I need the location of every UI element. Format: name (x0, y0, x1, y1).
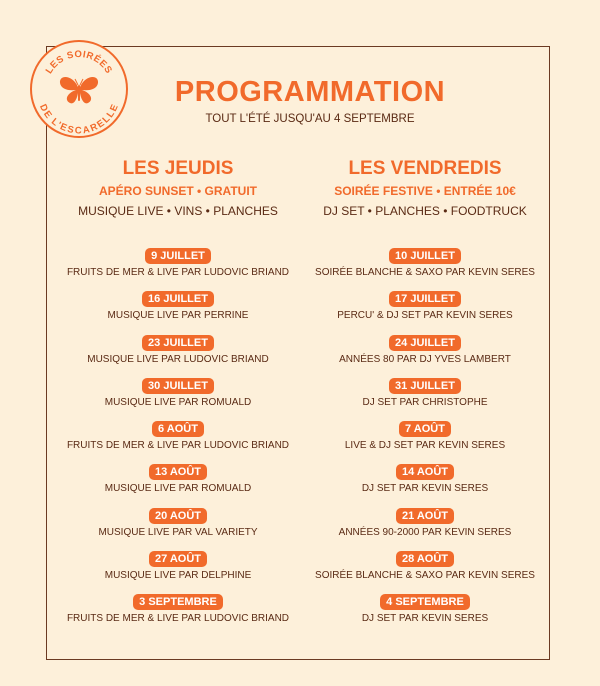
event-description: MUSIQUE LIVE PAR PERRINE (107, 310, 249, 322)
event-description: PERCU' & DJ SET PAR KEVIN SERES (337, 310, 513, 322)
event-date-badge: 28 AOÛT (396, 551, 454, 567)
event-item (295, 289, 555, 332)
page-subtitle: TOUT L'ÉTÉ JUSQU'AU 4 SEPTEMBRE (205, 113, 415, 125)
event-item (48, 246, 308, 289)
event-description: FRUITS DE MER & LIVE PAR LUDOVIC BRIAND (66, 440, 290, 452)
event-description: LIVE & DJ SET PAR KEVIN SERES (344, 440, 506, 452)
event-date-badge: 7 AOÛT (399, 421, 451, 437)
event-description: MUSIQUE LIVE PAR ROMUALD (104, 396, 252, 408)
event-item (48, 333, 308, 376)
event-date-badge: 16 JUILLET (142, 291, 214, 307)
event-item (295, 549, 555, 592)
event-description: SOIRÉE BLANCHE & SAXO PAR KEVIN SERES (315, 570, 535, 582)
svg-text:LES SOIRÉES (44, 49, 115, 76)
event-date-badge: 9 JUILLET (145, 248, 211, 264)
event-date-badge: 31 JUILLET (389, 378, 461, 394)
event-description: MUSIQUE LIVE PAR LUDOVIC BRIAND (87, 353, 269, 365)
event-date-badge: 27 AOÛT (149, 551, 207, 567)
event-item (295, 246, 555, 289)
event-description: SOIRÉE BLANCHE & SAXO PAR KEVIN SERES (315, 267, 535, 278)
event-description: DJ SET PAR KEVIN SERES (361, 613, 489, 625)
event-date-badge: 10 JUILLET (389, 248, 461, 264)
event-item (48, 506, 308, 549)
friday-events (295, 246, 555, 636)
event-item (48, 376, 308, 419)
event-date-badge: 21 AOÛT (396, 508, 454, 524)
event-date-badge: 24 JUILLET (389, 335, 461, 351)
thursdays-tagline: APÉRO SUNSET • GRATUIT (99, 184, 257, 198)
event-description: DJ SET PAR KEVIN SERES (361, 483, 489, 495)
event-description: MUSIQUE LIVE PAR DELPHINE (104, 570, 252, 582)
thursdays-heading: LES JEUDIS (122, 158, 234, 179)
event-date-badge: 4 SEPTEMBRE (380, 594, 470, 610)
event-description: ANNÉES 90-2000 PAR KEVIN SERES (338, 526, 512, 538)
thursdays-features: MUSIQUE LIVE • VINS • PLANCHES (78, 204, 278, 218)
event-date-badge: 13 AOÛT (149, 464, 207, 480)
thursday-events (48, 246, 308, 636)
page-title: PROGRAMMATION (174, 76, 446, 108)
logo-top-text: LES SOIRÉES (43, 48, 115, 76)
event-date-badge: 3 SEPTEMBRE (133, 594, 223, 610)
event-item (295, 506, 555, 549)
event-date-badge: 30 JUILLET (142, 378, 214, 394)
fridays-tagline: SOIRÉE FESTIVE • ENTRÉE 10€ (334, 184, 516, 198)
event-item (295, 462, 555, 505)
event-description: ANNÉES 80 PAR DJ YVES LAMBERT (339, 353, 511, 365)
event-item (295, 376, 555, 419)
event-description: MUSIQUE LIVE PAR ROMUALD (104, 483, 252, 495)
logo-bottom-text: DE L'ESCARELLE (37, 102, 121, 136)
fridays-features: DJ SET • PLANCHES • FOODTRUCK (323, 204, 527, 218)
event-description: FRUITS DE MER & LIVE PAR LUDOVIC BRIAND (66, 613, 290, 625)
event-description: FRUITS DE MER & LIVE PAR LUDOVIC BRIAND (66, 267, 290, 278)
event-item (48, 419, 308, 462)
event-date-badge: 14 AOÛT (396, 464, 454, 480)
fridays-heading: LES VENDREDIS (348, 158, 502, 179)
event-item (48, 289, 308, 332)
event-description: DJ SET PAR CHRISTOPHE (362, 396, 488, 408)
event-item (48, 549, 308, 592)
butterfly-icon (60, 77, 98, 103)
event-item (295, 333, 555, 376)
event-date-badge: 6 AOÛT (152, 421, 204, 437)
event-item (295, 592, 555, 635)
event-description: MUSIQUE LIVE PAR VAL VARIETY (98, 526, 258, 538)
event-date-badge: 17 JUILLET (389, 291, 461, 307)
svg-text:DE L'ESCARELLE (37, 103, 121, 136)
escarelle-logo (30, 40, 128, 138)
event-date-badge: 20 AOÛT (149, 508, 207, 524)
event-item (48, 462, 308, 505)
event-item (295, 419, 555, 462)
event-item (48, 592, 308, 635)
event-date-badge: 23 JUILLET (142, 335, 214, 351)
